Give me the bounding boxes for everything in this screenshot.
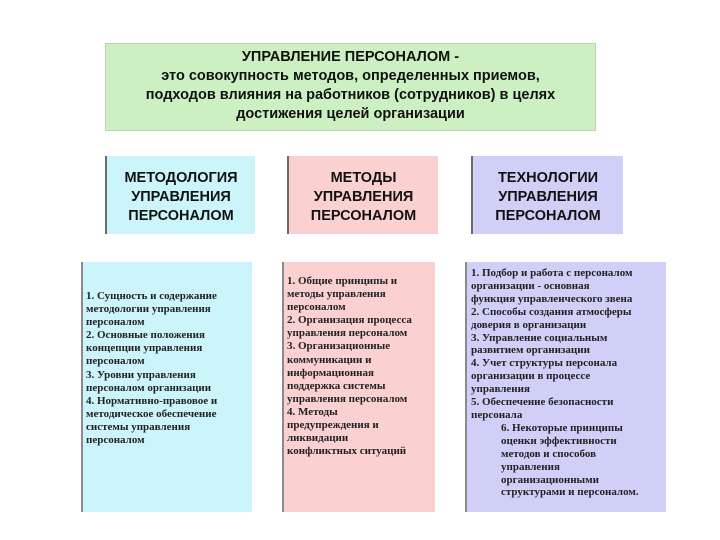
content-line: персоналом [86, 316, 145, 329]
content-line: управления персоналом [287, 327, 408, 340]
content-line: поддержка системы [287, 379, 386, 392]
heading-line: УПРАВЛЕНИЯ [498, 189, 598, 205]
content-line: персоналом организации [86, 381, 212, 394]
content-line: 4. Нормативно-правовое и [86, 394, 218, 407]
content-line: 1. Общие принципы и [287, 275, 398, 287]
technologies-content-box [465, 262, 666, 512]
heading-line: УПРАВЛЕНИЯ [313, 189, 414, 205]
content-line: концепции управления [86, 342, 203, 355]
content-line: методологии управления [86, 303, 211, 316]
definition-line: достижения целей организации [236, 106, 465, 122]
content-line: предупреждения и [287, 419, 379, 432]
content-line: 4. Учет структуры персонала [471, 357, 618, 370]
content-line: 1. Подбор и работа с персоналом [471, 267, 633, 279]
content-line: функция управленческого звена [471, 292, 633, 305]
content-line-indented: организационными [501, 473, 599, 486]
content-line-indented: оценки эффективности [501, 434, 617, 447]
heading-line: ПЕРСОНАЛОМ [495, 208, 601, 224]
content-line: персонала [471, 408, 523, 421]
heading-line: ПЕРСОНАЛОМ [128, 208, 234, 224]
content-line: 5. Обеспечение безопасности [471, 396, 614, 409]
content-line: коммуникации и [287, 353, 372, 366]
content-line: 1. Сущность и содержание [86, 290, 217, 302]
content-line-indented: управления [501, 460, 560, 473]
content-line: 2. Основные положения [86, 329, 205, 342]
content-line: 3. Управление социальным [471, 331, 608, 344]
content-line: персоналом [287, 301, 346, 314]
content-line: персоналом [86, 355, 145, 368]
content-line-indented: 6. Некоторые принципы [501, 421, 623, 434]
heading-line: УПРАВЛЕНИЯ [131, 189, 231, 205]
content-line: 4. Методы [287, 405, 338, 418]
content-line: 3. Уровни управления [86, 368, 196, 381]
content-line: 2. Организация процесса [287, 314, 412, 327]
content-line: конфликтных ситуаций [287, 445, 407, 458]
content-line: методы управления [287, 288, 386, 301]
content-line: методическое обеспечение [86, 407, 217, 420]
content-line: информационная [287, 366, 374, 379]
content-line: доверия в организации [471, 318, 587, 331]
heading-line: ТЕХНОЛОГИИ [497, 170, 599, 186]
heading-line: МЕТОДЫ [330, 170, 397, 186]
content-line: 3. Организационные [287, 340, 391, 353]
content-line: ликвидации [287, 432, 349, 445]
content-line: системы управления [86, 420, 191, 433]
content-line: 2. Способы создания атмосферы [471, 305, 632, 318]
definition-box [105, 43, 596, 131]
definition-heading: УПРАВЛЕНИЕ ПЕРСОНАЛОМ - [241, 49, 460, 65]
content-line: управления персоналом [287, 392, 408, 405]
methodology-heading-box [105, 156, 255, 234]
methods-heading-box [287, 156, 438, 234]
content-line-indented: методов и способов [501, 447, 597, 460]
technologies-heading-box [471, 156, 623, 234]
content-line: управления [471, 383, 530, 396]
heading-line: ПЕРСОНАЛОМ [310, 208, 417, 224]
content-line: организации в процессе [471, 370, 591, 383]
content-line: персоналом [86, 434, 145, 447]
definition-line: подходов влияния на работников (сотрудников) в целях [145, 87, 556, 103]
heading-line: МЕТОДОЛОГИЯ [124, 170, 238, 186]
methodology-content-box [81, 262, 252, 512]
content-line-indented: структурами и персоналом. [501, 486, 639, 499]
content-line: организации - основная [471, 279, 590, 292]
definition-line: это совокупность методов, определенных приемов, [161, 68, 540, 84]
content-line: развитием организации [471, 344, 590, 357]
methods-content-box [282, 262, 435, 512]
